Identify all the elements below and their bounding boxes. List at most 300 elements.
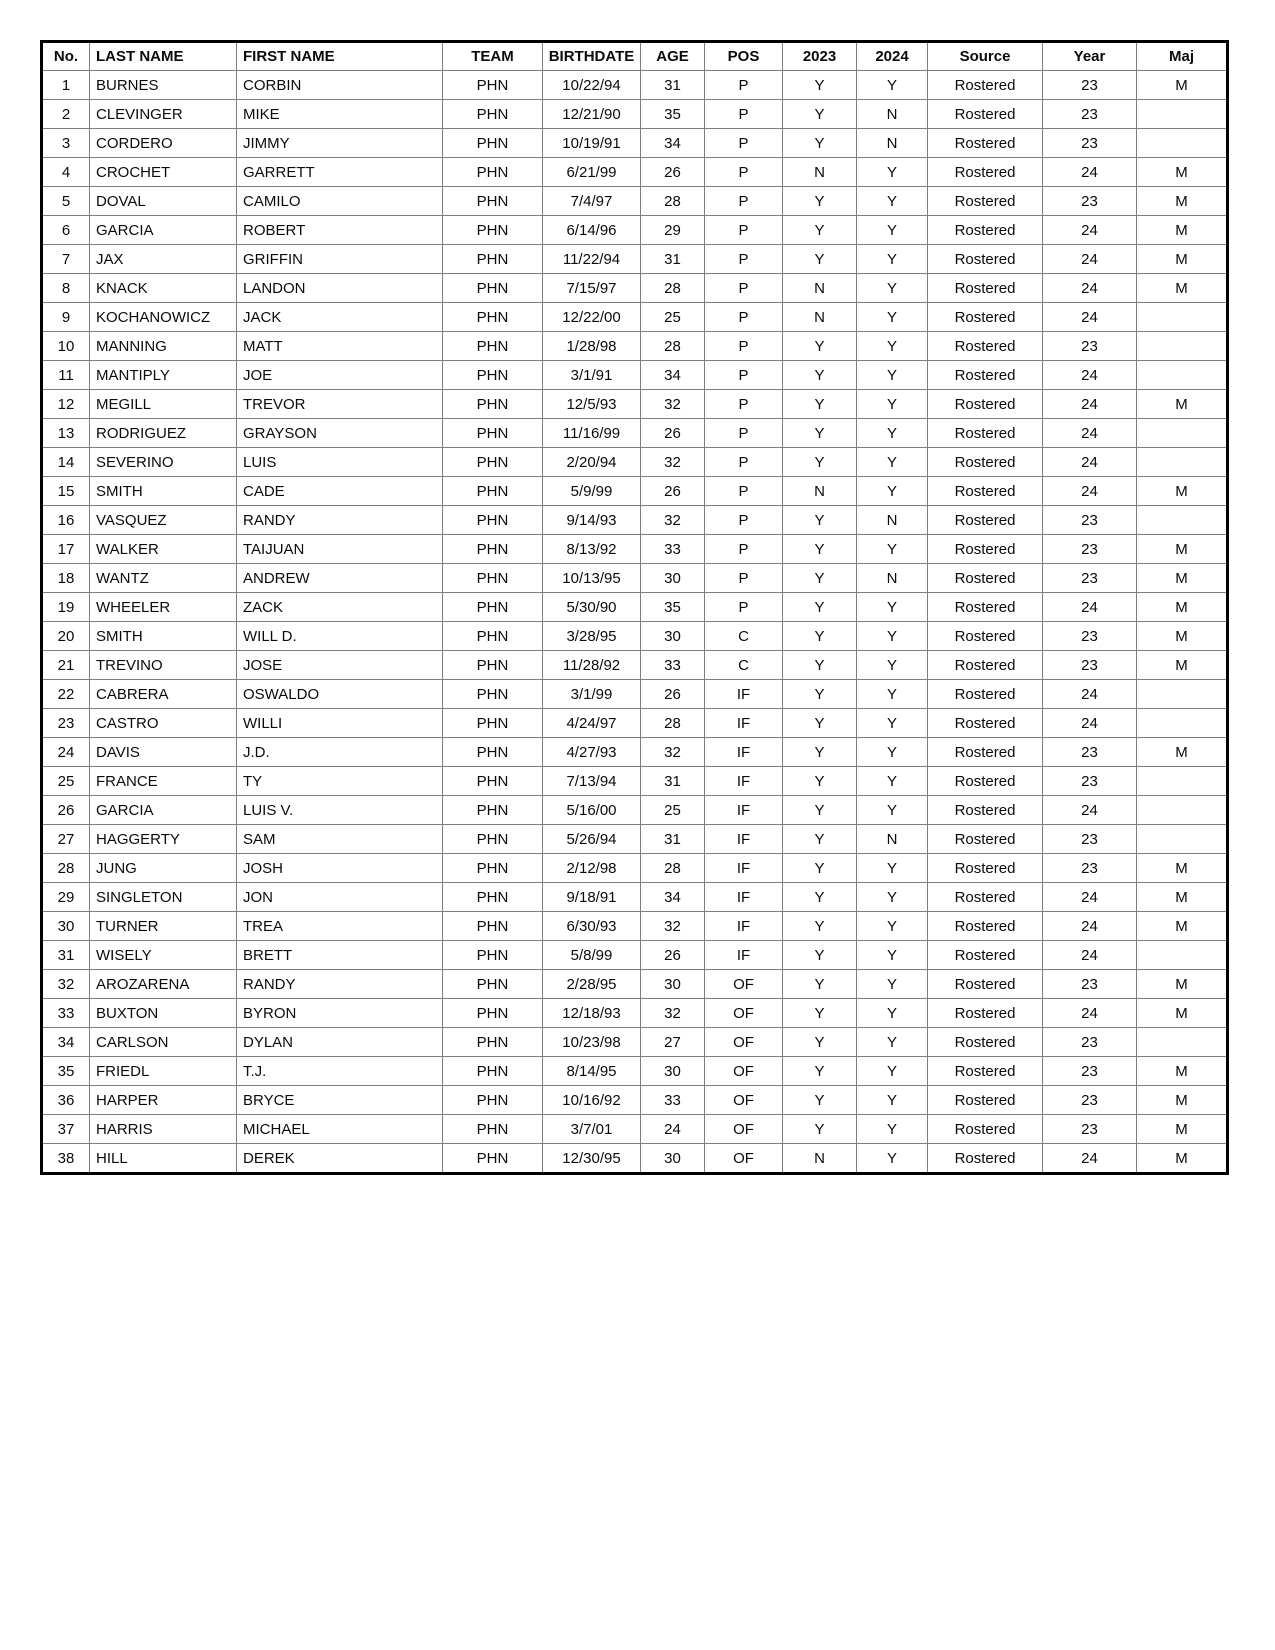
cell-pos: OF: [705, 1057, 783, 1086]
cell-maj: M: [1137, 738, 1228, 767]
cell-source: Rostered: [928, 651, 1043, 680]
header-cell-pos: POS: [705, 42, 783, 71]
table-row: [42, 129, 1228, 158]
cell-age: 28: [641, 332, 705, 361]
cell-no: 3: [42, 129, 90, 158]
cell-first-name: BRYCE: [237, 1086, 443, 1115]
cell-age: 32: [641, 506, 705, 535]
cell-source: Rostered: [928, 1028, 1043, 1057]
cell-y2024: Y: [857, 1028, 928, 1057]
cell-maj: [1137, 767, 1228, 796]
cell-year: 23: [1043, 535, 1137, 564]
cell-y2024: Y: [857, 796, 928, 825]
cell-pos: IF: [705, 941, 783, 970]
table-row: [42, 854, 1228, 883]
cell-no: 28: [42, 854, 90, 883]
cell-no: 15: [42, 477, 90, 506]
cell-last-name: CORDERO: [90, 129, 237, 158]
cell-source: Rostered: [928, 71, 1043, 100]
table-row: [42, 361, 1228, 390]
cell-team: PHN: [443, 274, 543, 303]
cell-source: Rostered: [928, 1144, 1043, 1174]
cell-pos: IF: [705, 796, 783, 825]
cell-last-name: KNACK: [90, 274, 237, 303]
cell-pos: P: [705, 390, 783, 419]
cell-y2023: Y: [783, 187, 857, 216]
cell-birthdate: 8/14/95: [543, 1057, 641, 1086]
cell-age: 26: [641, 941, 705, 970]
cell-maj: M: [1137, 854, 1228, 883]
cell-birthdate: 10/16/92: [543, 1086, 641, 1115]
cell-no: 11: [42, 361, 90, 390]
cell-maj: M: [1137, 593, 1228, 622]
header-cell-last-name: LAST NAME: [90, 42, 237, 71]
cell-birthdate: 12/18/93: [543, 999, 641, 1028]
cell-source: Rostered: [928, 796, 1043, 825]
cell-age: 31: [641, 245, 705, 274]
cell-age: 28: [641, 854, 705, 883]
cell-y2023: Y: [783, 680, 857, 709]
cell-y2024: Y: [857, 854, 928, 883]
cell-maj: M: [1137, 999, 1228, 1028]
cell-maj: M: [1137, 158, 1228, 187]
table-row: [42, 941, 1228, 970]
cell-first-name: DYLAN: [237, 1028, 443, 1057]
cell-no: 2: [42, 100, 90, 129]
cell-no: 37: [42, 1115, 90, 1144]
cell-age: 26: [641, 419, 705, 448]
cell-team: PHN: [443, 796, 543, 825]
table-row: [42, 999, 1228, 1028]
cell-team: PHN: [443, 622, 543, 651]
cell-y2023: N: [783, 1144, 857, 1174]
cell-age: 28: [641, 187, 705, 216]
cell-y2023: Y: [783, 129, 857, 158]
cell-pos: P: [705, 361, 783, 390]
cell-source: Rostered: [928, 854, 1043, 883]
cell-last-name: SEVERINO: [90, 448, 237, 477]
cell-y2024: N: [857, 825, 928, 854]
cell-first-name: DEREK: [237, 1144, 443, 1174]
table-row: [42, 506, 1228, 535]
cell-y2024: Y: [857, 651, 928, 680]
cell-no: 20: [42, 622, 90, 651]
cell-team: PHN: [443, 680, 543, 709]
cell-year: 24: [1043, 245, 1137, 274]
cell-pos: C: [705, 622, 783, 651]
cell-no: 23: [42, 709, 90, 738]
cell-team: PHN: [443, 187, 543, 216]
cell-age: 28: [641, 709, 705, 738]
cell-y2023: Y: [783, 970, 857, 999]
cell-birthdate: 12/5/93: [543, 390, 641, 419]
cell-maj: M: [1137, 390, 1228, 419]
cell-birthdate: 10/23/98: [543, 1028, 641, 1057]
cell-birthdate: 6/14/96: [543, 216, 641, 245]
cell-y2023: Y: [783, 999, 857, 1028]
cell-no: 32: [42, 970, 90, 999]
cell-team: PHN: [443, 448, 543, 477]
cell-team: PHN: [443, 825, 543, 854]
cell-y2024: Y: [857, 332, 928, 361]
cell-team: PHN: [443, 361, 543, 390]
table-row: [42, 796, 1228, 825]
header-row: [42, 42, 1228, 71]
cell-no: 27: [42, 825, 90, 854]
cell-source: Rostered: [928, 970, 1043, 999]
cell-year: 23: [1043, 854, 1137, 883]
cell-y2024: Y: [857, 970, 928, 999]
cell-age: 27: [641, 1028, 705, 1057]
cell-y2024: Y: [857, 419, 928, 448]
cell-y2024: Y: [857, 1057, 928, 1086]
cell-first-name: MIKE: [237, 100, 443, 129]
cell-birthdate: 12/22/00: [543, 303, 641, 332]
table-row: [42, 738, 1228, 767]
cell-first-name: BYRON: [237, 999, 443, 1028]
cell-last-name: VASQUEZ: [90, 506, 237, 535]
cell-year: 24: [1043, 448, 1137, 477]
cell-year: 24: [1043, 477, 1137, 506]
cell-age: 32: [641, 738, 705, 767]
cell-last-name: HARRIS: [90, 1115, 237, 1144]
cell-pos: P: [705, 303, 783, 332]
cell-birthdate: 10/19/91: [543, 129, 641, 158]
cell-year: 24: [1043, 796, 1137, 825]
cell-pos: P: [705, 564, 783, 593]
cell-last-name: CABRERA: [90, 680, 237, 709]
cell-year: 24: [1043, 912, 1137, 941]
cell-year: 23: [1043, 767, 1137, 796]
header-cell-source: Source: [928, 42, 1043, 71]
cell-age: 34: [641, 129, 705, 158]
table-row: [42, 767, 1228, 796]
cell-y2023: Y: [783, 71, 857, 100]
cell-y2023: Y: [783, 1028, 857, 1057]
cell-source: Rostered: [928, 390, 1043, 419]
cell-last-name: WISELY: [90, 941, 237, 970]
cell-maj: M: [1137, 564, 1228, 593]
cell-source: Rostered: [928, 477, 1043, 506]
cell-year: 23: [1043, 129, 1137, 158]
table-row: [42, 1115, 1228, 1144]
cell-y2023: Y: [783, 912, 857, 941]
cell-first-name: MICHAEL: [237, 1115, 443, 1144]
cell-y2024: Y: [857, 999, 928, 1028]
cell-source: Rostered: [928, 912, 1043, 941]
cell-pos: P: [705, 506, 783, 535]
cell-no: 29: [42, 883, 90, 912]
cell-y2023: Y: [783, 390, 857, 419]
cell-no: 30: [42, 912, 90, 941]
table-row: [42, 477, 1228, 506]
table-row: [42, 71, 1228, 100]
cell-pos: P: [705, 332, 783, 361]
cell-source: Rostered: [928, 564, 1043, 593]
cell-birthdate: 5/9/99: [543, 477, 641, 506]
cell-pos: IF: [705, 854, 783, 883]
cell-age: 32: [641, 912, 705, 941]
cell-maj: [1137, 129, 1228, 158]
cell-no: 19: [42, 593, 90, 622]
cell-y2023: Y: [783, 216, 857, 245]
cell-last-name: JAX: [90, 245, 237, 274]
cell-pos: P: [705, 158, 783, 187]
table-row: [42, 1028, 1228, 1057]
cell-y2024: Y: [857, 883, 928, 912]
cell-year: 24: [1043, 941, 1137, 970]
cell-age: 30: [641, 1057, 705, 1086]
table-row: [42, 274, 1228, 303]
cell-team: PHN: [443, 767, 543, 796]
cell-y2024: Y: [857, 912, 928, 941]
cell-year: 24: [1043, 274, 1137, 303]
cell-birthdate: 3/1/91: [543, 361, 641, 390]
cell-last-name: SMITH: [90, 622, 237, 651]
header-cell-maj: Maj: [1137, 42, 1228, 71]
cell-birthdate: 7/4/97: [543, 187, 641, 216]
cell-team: PHN: [443, 303, 543, 332]
cell-birthdate: 5/26/94: [543, 825, 641, 854]
cell-birthdate: 2/20/94: [543, 448, 641, 477]
cell-age: 30: [641, 622, 705, 651]
cell-year: 23: [1043, 825, 1137, 854]
cell-first-name: LUIS: [237, 448, 443, 477]
cell-source: Rostered: [928, 361, 1043, 390]
cell-team: PHN: [443, 912, 543, 941]
cell-pos: P: [705, 129, 783, 158]
cell-pos: P: [705, 535, 783, 564]
cell-source: Rostered: [928, 419, 1043, 448]
cell-team: PHN: [443, 158, 543, 187]
cell-no: 35: [42, 1057, 90, 1086]
cell-no: 4: [42, 158, 90, 187]
cell-maj: M: [1137, 622, 1228, 651]
cell-year: 24: [1043, 1144, 1137, 1174]
cell-first-name: TREA: [237, 912, 443, 941]
cell-team: PHN: [443, 593, 543, 622]
cell-no: 18: [42, 564, 90, 593]
cell-y2023: N: [783, 303, 857, 332]
cell-source: Rostered: [928, 709, 1043, 738]
cell-no: 22: [42, 680, 90, 709]
cell-team: PHN: [443, 1057, 543, 1086]
cell-team: PHN: [443, 1086, 543, 1115]
cell-birthdate: 5/8/99: [543, 941, 641, 970]
table-row: [42, 158, 1228, 187]
cell-maj: M: [1137, 274, 1228, 303]
cell-no: 21: [42, 651, 90, 680]
cell-pos: P: [705, 448, 783, 477]
cell-pos: OF: [705, 970, 783, 999]
cell-no: 8: [42, 274, 90, 303]
cell-y2023: Y: [783, 564, 857, 593]
cell-maj: [1137, 825, 1228, 854]
cell-source: Rostered: [928, 158, 1043, 187]
table-row: [42, 1057, 1228, 1086]
cell-pos: P: [705, 274, 783, 303]
cell-y2023: Y: [783, 506, 857, 535]
table-row: [42, 1086, 1228, 1115]
cell-year: 23: [1043, 332, 1137, 361]
cell-no: 31: [42, 941, 90, 970]
cell-team: PHN: [443, 854, 543, 883]
cell-pos: IF: [705, 767, 783, 796]
cell-y2024: Y: [857, 274, 928, 303]
cell-year: 23: [1043, 100, 1137, 129]
cell-birthdate: 7/13/94: [543, 767, 641, 796]
cell-y2023: Y: [783, 941, 857, 970]
cell-first-name: WILL D.: [237, 622, 443, 651]
cell-y2023: N: [783, 477, 857, 506]
cell-no: 26: [42, 796, 90, 825]
table-row: [42, 245, 1228, 274]
cell-maj: M: [1137, 71, 1228, 100]
cell-last-name: MANTIPLY: [90, 361, 237, 390]
cell-team: PHN: [443, 883, 543, 912]
cell-no: 17: [42, 535, 90, 564]
cell-first-name: RANDY: [237, 506, 443, 535]
cell-year: 23: [1043, 970, 1137, 999]
cell-year: 23: [1043, 1028, 1137, 1057]
cell-age: 26: [641, 158, 705, 187]
cell-y2023: Y: [783, 448, 857, 477]
cell-first-name: OSWALDO: [237, 680, 443, 709]
cell-source: Rostered: [928, 825, 1043, 854]
cell-y2023: Y: [783, 1086, 857, 1115]
cell-last-name: SMITH: [90, 477, 237, 506]
cell-no: 38: [42, 1144, 90, 1174]
table-row: [42, 100, 1228, 129]
cell-first-name: BRETT: [237, 941, 443, 970]
cell-year: 24: [1043, 303, 1137, 332]
cell-y2023: Y: [783, 651, 857, 680]
cell-first-name: CAMILO: [237, 187, 443, 216]
cell-pos: OF: [705, 1028, 783, 1057]
cell-team: PHN: [443, 216, 543, 245]
cell-last-name: CASTRO: [90, 709, 237, 738]
cell-y2024: Y: [857, 71, 928, 100]
cell-year: 24: [1043, 680, 1137, 709]
cell-source: Rostered: [928, 187, 1043, 216]
cell-source: Rostered: [928, 332, 1043, 361]
cell-source: Rostered: [928, 303, 1043, 332]
cell-y2023: Y: [783, 825, 857, 854]
cell-no: 25: [42, 767, 90, 796]
cell-last-name: RODRIGUEZ: [90, 419, 237, 448]
cell-age: 31: [641, 825, 705, 854]
cell-y2024: Y: [857, 1115, 928, 1144]
cell-maj: [1137, 332, 1228, 361]
table-row: [42, 825, 1228, 854]
roster-table-header: [42, 42, 1228, 71]
cell-age: 24: [641, 1115, 705, 1144]
table-row: [42, 303, 1228, 332]
cell-first-name: SAM: [237, 825, 443, 854]
cell-last-name: CARLSON: [90, 1028, 237, 1057]
cell-last-name: FRIEDL: [90, 1057, 237, 1086]
cell-y2024: Y: [857, 448, 928, 477]
cell-age: 33: [641, 1086, 705, 1115]
cell-age: 34: [641, 361, 705, 390]
cell-birthdate: 6/21/99: [543, 158, 641, 187]
cell-first-name: JACK: [237, 303, 443, 332]
cell-age: 30: [641, 564, 705, 593]
cell-birthdate: 12/30/95: [543, 1144, 641, 1174]
cell-last-name: CROCHET: [90, 158, 237, 187]
cell-first-name: J.D.: [237, 738, 443, 767]
cell-year: 23: [1043, 622, 1137, 651]
cell-first-name: ANDREW: [237, 564, 443, 593]
cell-age: 28: [641, 274, 705, 303]
cell-team: PHN: [443, 390, 543, 419]
cell-team: PHN: [443, 564, 543, 593]
cell-maj: M: [1137, 1115, 1228, 1144]
cell-no: 13: [42, 419, 90, 448]
cell-team: PHN: [443, 1028, 543, 1057]
table-row: [42, 680, 1228, 709]
cell-y2024: Y: [857, 187, 928, 216]
cell-pos: P: [705, 419, 783, 448]
cell-team: PHN: [443, 535, 543, 564]
cell-pos: P: [705, 245, 783, 274]
cell-y2024: Y: [857, 680, 928, 709]
cell-year: 24: [1043, 593, 1137, 622]
cell-first-name: T.J.: [237, 1057, 443, 1086]
cell-y2024: Y: [857, 1144, 928, 1174]
cell-source: Rostered: [928, 274, 1043, 303]
table-row: [42, 390, 1228, 419]
cell-last-name: TURNER: [90, 912, 237, 941]
cell-age: 30: [641, 970, 705, 999]
cell-pos: IF: [705, 912, 783, 941]
cell-y2023: Y: [783, 100, 857, 129]
cell-y2024: Y: [857, 941, 928, 970]
cell-source: Rostered: [928, 1086, 1043, 1115]
cell-y2023: Y: [783, 419, 857, 448]
cell-maj: [1137, 796, 1228, 825]
cell-first-name: TREVOR: [237, 390, 443, 419]
cell-year: 24: [1043, 999, 1137, 1028]
cell-y2023: Y: [783, 245, 857, 274]
cell-first-name: TY: [237, 767, 443, 796]
cell-age: 31: [641, 71, 705, 100]
cell-source: Rostered: [928, 216, 1043, 245]
cell-y2023: Y: [783, 361, 857, 390]
cell-year: 24: [1043, 158, 1137, 187]
cell-first-name: LUIS V.: [237, 796, 443, 825]
cell-birthdate: 5/30/90: [543, 593, 641, 622]
cell-source: Rostered: [928, 535, 1043, 564]
cell-source: Rostered: [928, 941, 1043, 970]
cell-age: 33: [641, 651, 705, 680]
cell-pos: P: [705, 593, 783, 622]
cell-source: Rostered: [928, 680, 1043, 709]
cell-team: PHN: [443, 970, 543, 999]
cell-birthdate: 11/22/94: [543, 245, 641, 274]
cell-last-name: WALKER: [90, 535, 237, 564]
cell-y2023: Y: [783, 709, 857, 738]
cell-last-name: TREVINO: [90, 651, 237, 680]
table-row: [42, 970, 1228, 999]
cell-y2024: Y: [857, 535, 928, 564]
cell-year: 23: [1043, 187, 1137, 216]
cell-birthdate: 2/28/95: [543, 970, 641, 999]
header-cell-y2024: 2024: [857, 42, 928, 71]
cell-no: 12: [42, 390, 90, 419]
cell-age: 31: [641, 767, 705, 796]
cell-birthdate: 9/18/91: [543, 883, 641, 912]
